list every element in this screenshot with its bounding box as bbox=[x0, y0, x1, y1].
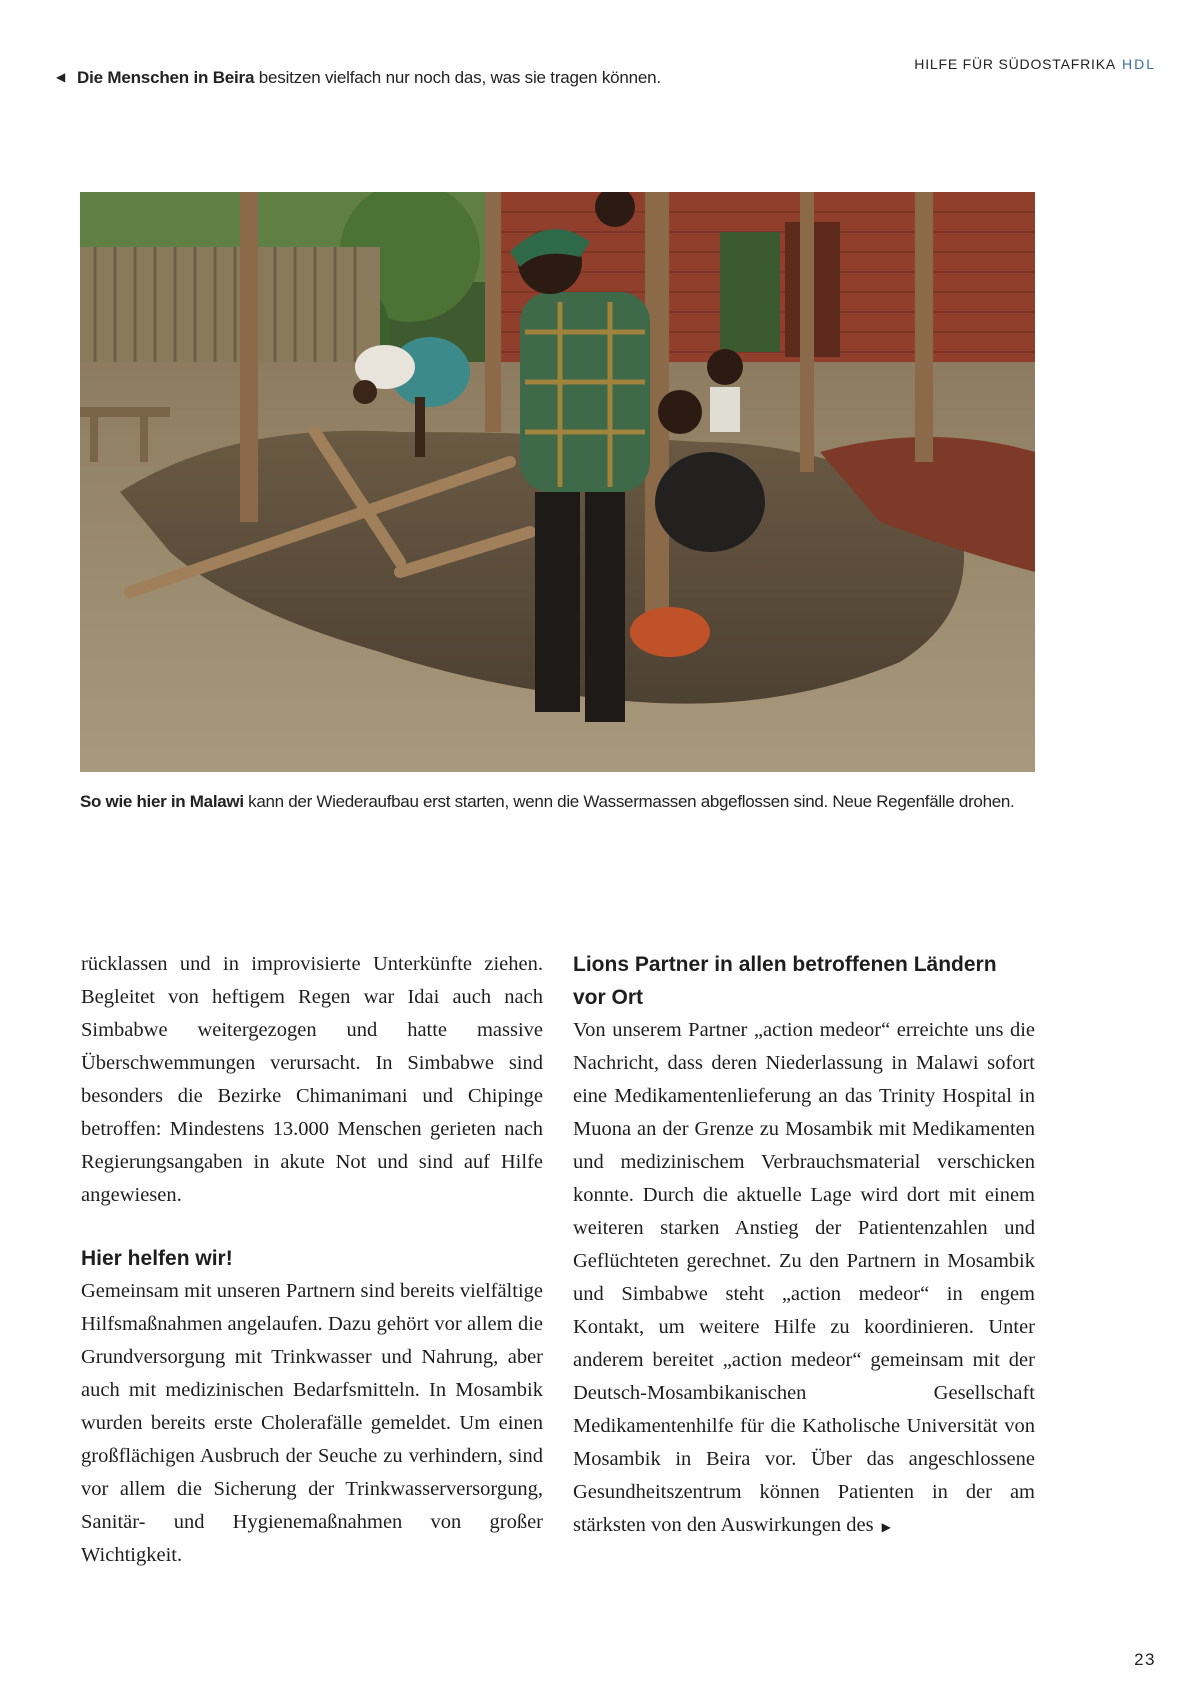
right-paragraph bbox=[573, 1014, 1035, 1544]
caret-left-icon: ◀ bbox=[56, 70, 66, 84]
section-heading-help: Hier helfen wir! bbox=[81, 1247, 233, 1270]
left-column bbox=[81, 948, 543, 1572]
section-label: HILFE FÜR SÜDOSTAFRIKA bbox=[914, 56, 1116, 72]
top-photo-caption bbox=[56, 68, 756, 88]
photo-caption-text: kann der Wiederaufbau erst starten, wenn die Wassermassen abgeflossen sind. Neue Regenfälle drohen. bbox=[243, 792, 1015, 811]
continue-arrow-icon: ▶ bbox=[881, 1520, 891, 1534]
photo-caption bbox=[80, 792, 1040, 812]
flood-scene-illustration bbox=[80, 192, 1035, 772]
right-column bbox=[573, 948, 1035, 1544]
brand-label: HDL bbox=[1121, 56, 1156, 72]
left-paragraph-2: Gemeinsam mit unseren Partnern sind bereits vielfältige Hilfsmaßnahmen angelaufen. Dazu gehört vor allem die Grundversorgung mit Trinkwasser und Nahrung, aber auch mit medizinischen Bedarfsmitteln. In Mosambik wurden bereits erste Cholerafälle gemeldet. Um einen großflächigen Ausbruch der Seuche zu verhindern, sind vor allem die Sicherung der Trinkwasserversorgung, Sanitär- und Hygienemaßnahmen von großer Wichtigkeit. bbox=[81, 1280, 543, 1566]
flood-photo bbox=[80, 192, 1035, 772]
right-paragraph-text: Von unserem Partner „action medeor“ erreichte uns die Nachricht, dass deren Niederlassung in Malawi sofort eine Medikamentenlieferung an das Trinity Hospital in Muona an der Grenze zu Mosambik mit Medikamenten und medizinischem Verbrauchsmaterial verschicken konnte. Durch die aktuelle Lage wird dort mit einem weiteren starken Anstieg der Patientenzahlen und Geflüchteten gerechnet. Zu den Partnern in Mosambik und Simbabwe steht „action medeor“ in engem Kontakt, um weitere Hilfe zu koordinieren. Unter anderem bereitet „action medeor“ gemeinsam mit der Deutsch-Mosambikanischen Gesellschaft Medikamentenhilfe für die Katholische Universität von Mosambik in Beira vor. Über das angeschlossene Gesundheitszentrum können Patienten in der am stärksten von den Auswirkungen des bbox=[573, 1019, 1035, 1536]
left-paragraph-1: rücklassen und in improvisierte Unterkünfte ziehen. Begleitet von heftigem Regen war Idai auch nach Simbabwe weitergezogen und hatte massive Überschwemmungen verursacht. In Simbabwe sind besonders die Bezirke Chimanimani und Chipinge betroffen: Mindestens 13.000 Menschen gerieten nach Regierungsangaben in akute Not und sind auf Hilfe angewiesen. bbox=[81, 953, 543, 1206]
photo-caption-bold: So wie hier in Malawi bbox=[80, 792, 244, 811]
top-caption-text: besitzen vielfach nur noch das, was sie tragen können. bbox=[254, 68, 661, 87]
section-heading-partners: Lions Partner in allen betroffenen Ländern vor Ort bbox=[573, 953, 997, 1009]
page-number: 23 bbox=[1134, 1650, 1156, 1669]
top-caption-bold: Die Menschen in Beira bbox=[77, 68, 255, 87]
running-header bbox=[914, 56, 1156, 72]
